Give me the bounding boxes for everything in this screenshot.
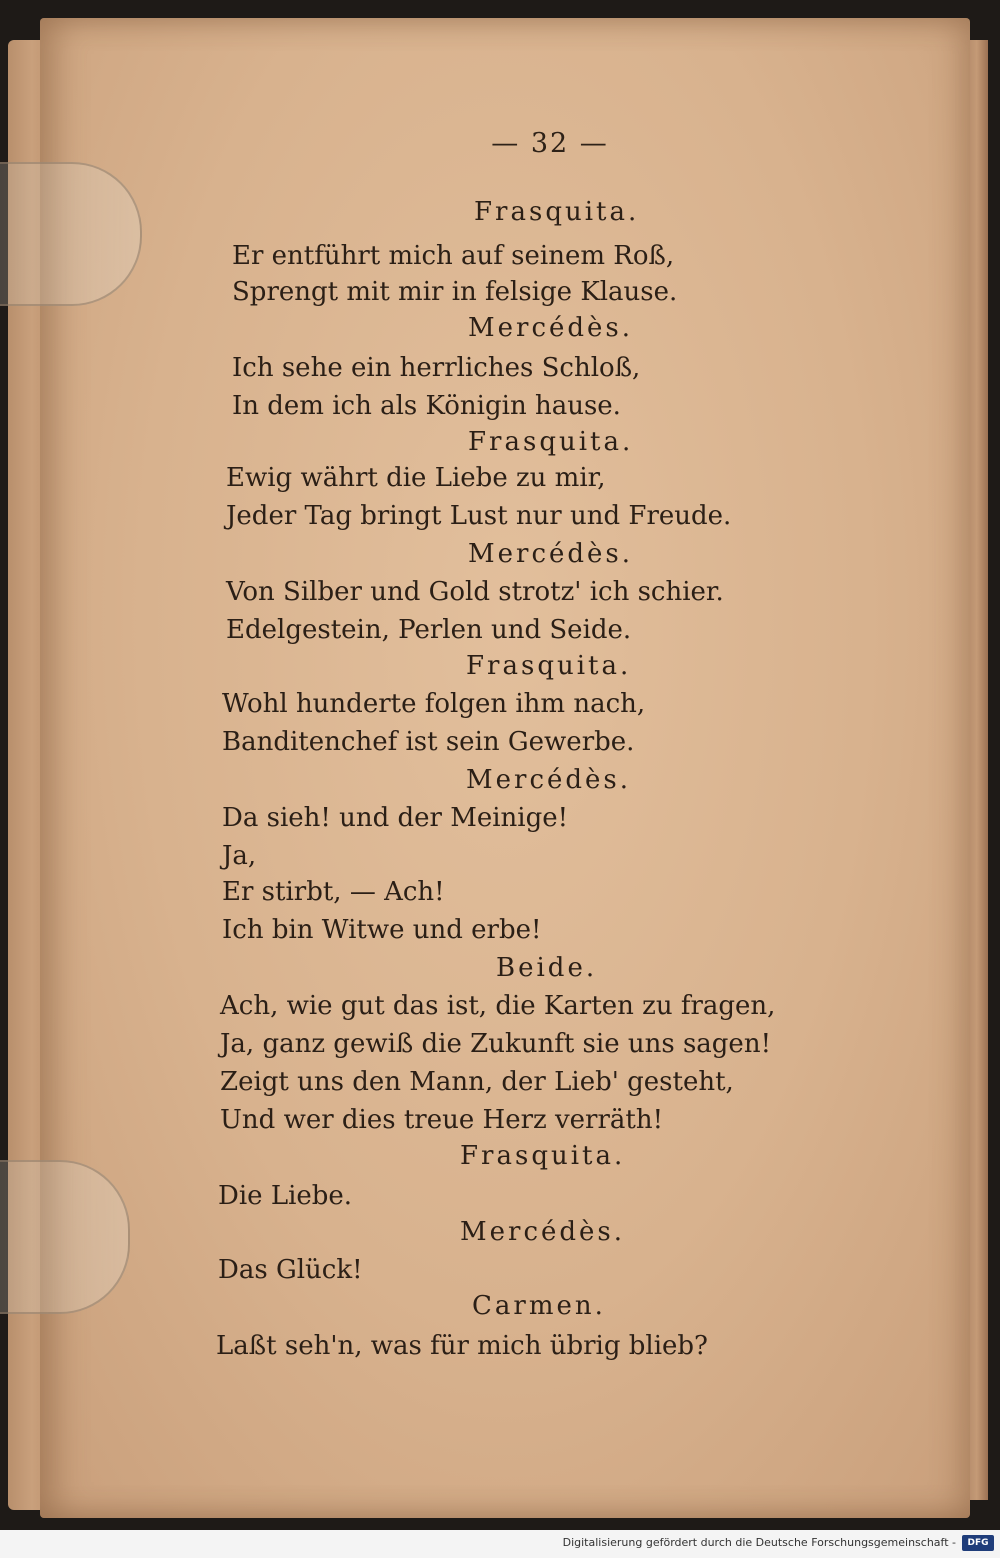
text-line: Ach, wie gut das ist, die Karten zu fragen, xyxy=(220,991,776,1021)
text-line: Das Glück! xyxy=(218,1255,363,1285)
text-line: Ja, ganz gewiß die Zukunft sie uns sagen! xyxy=(220,1029,772,1059)
page-clip-top xyxy=(0,162,142,306)
speaker-name: Carmen. xyxy=(472,1291,606,1321)
text-line: Edelgestein, Perlen und Seide. xyxy=(226,615,632,645)
text-line: Er stirbt, — Ach! xyxy=(222,877,445,907)
text-line: Ich sehe ein herrliches Schloß, xyxy=(232,353,641,383)
text-line: Und wer dies treue Herz verräth! xyxy=(220,1105,664,1135)
dfg-logo-icon: DFG xyxy=(962,1535,994,1551)
text-line: Banditenchef ist sein Gewerbe. xyxy=(222,727,635,757)
footer-credit: Digitalisierung gefördert durch die Deutsche Forschungsgemeinschaft - xyxy=(562,1536,956,1549)
text-line: Er entführt mich auf seinem Roß, xyxy=(232,241,675,271)
text-line: Ewig währt die Liebe zu mir, xyxy=(226,463,606,493)
page-number: — 32 — xyxy=(491,128,609,159)
text-line: Laßt seh'n, was für mich übrig blieb? xyxy=(216,1331,708,1361)
text-line: Zeigt uns den Mann, der Lieb' gesteht, xyxy=(220,1067,734,1097)
speaker-name: Frasquita. xyxy=(460,1141,626,1171)
page-clip-bottom xyxy=(0,1160,130,1314)
speaker-name: Frasquita. xyxy=(468,427,634,457)
speaker-name: Mercédès. xyxy=(466,765,632,795)
speaker-name: Frasquita. xyxy=(466,651,632,681)
text-line: Da sieh! und der Meinige! xyxy=(222,803,569,833)
speaker-name: Frasquita. xyxy=(474,197,640,227)
text-line: Ich bin Witwe und erbe! xyxy=(222,915,542,945)
speaker-name: Mercédès. xyxy=(468,313,634,343)
speaker-name: Beide. xyxy=(496,953,598,983)
speaker-name: Mercédès. xyxy=(468,539,634,569)
speaker-name: Mercédès. xyxy=(460,1217,626,1247)
text-line: Ja, xyxy=(222,841,257,871)
text-line: Sprengt mit mir in felsige Klause. xyxy=(232,277,678,307)
text-line: Jeder Tag bringt Lust nur und Freude. xyxy=(226,501,732,531)
text-line: Die Liebe. xyxy=(218,1181,353,1211)
digitization-footer xyxy=(0,1530,1000,1558)
text-line: Von Silber und Gold strotz' ich schier. xyxy=(226,577,724,607)
text-line: In dem ich als Königin hause. xyxy=(232,391,621,421)
text-line: Wohl hunderte folgen ihm nach, xyxy=(222,689,646,719)
